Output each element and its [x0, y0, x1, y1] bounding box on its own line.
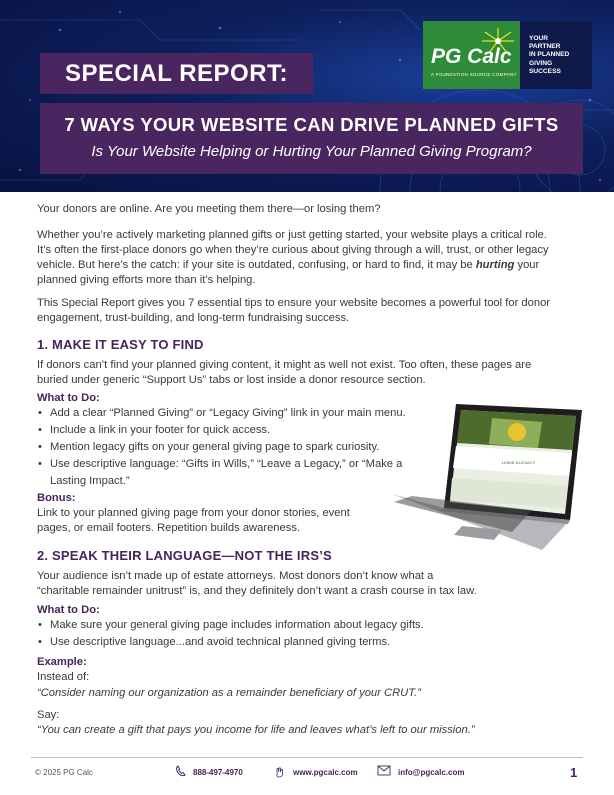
section-2-heading: 2. SPEAK THEIR LANGUAGE—NOT THE IRS’S — [37, 548, 332, 563]
tagline-line: GIVING — [529, 59, 553, 67]
section-1-bonus: Bonus: — [37, 492, 76, 504]
text-line: buried under generic “Support Us” tabs or lost inside a donor resource section. — [37, 374, 426, 386]
text-line: Link to your planned giving page from your donor stories, event — [37, 507, 350, 519]
quote-before: “Consider naming our organization as a remainder beneficiary of your CRUT.” — [37, 687, 421, 699]
laptop-illustration — [392, 398, 582, 558]
list-item: • Mention legacy gifts on your general giving page to spark curiosity. — [37, 439, 406, 456]
intro-paragraph-3 — [37, 296, 550, 326]
emphasis-hurting: hurting — [475, 259, 515, 271]
text-line: planned giving efforts more than it’s helping. — [37, 274, 256, 286]
text-line: It’s often the first-place donors go when they’re curious about giving through a will, trust, or other legacy — [37, 244, 549, 256]
tagline-line: SUCCESS — [529, 67, 561, 75]
section-2-bullets — [37, 617, 424, 651]
footer-email-link[interactable]: info@pgcalc.com — [398, 768, 465, 777]
list-item: • Add a clear “Planned Giving” or “Legacy Giving” link in your main menu. — [37, 405, 406, 422]
say-label: Say: — [37, 709, 60, 721]
section-1-bullets — [37, 405, 406, 490]
pgcalc-logo — [423, 21, 520, 89]
text-line: “charitable remainder unitrust” is, and they definitely don’t want a crash course in tax law. — [37, 585, 477, 597]
logo-subtext: A FOUNDATION SOURCE COMPANY — [431, 72, 517, 77]
page-number: 1 — [570, 765, 578, 780]
laptop-screen-text: LEAVE A LEGACY — [502, 460, 536, 465]
intro-paragraph-2 — [37, 228, 549, 288]
section-1-bonus-text — [37, 506, 350, 536]
hero-banner — [0, 0, 614, 192]
text-line: This Special Report gives you 7 essential tips to ensure your website becomes a powerful tool for donor — [37, 297, 551, 309]
section-2-example: Example: — [37, 656, 87, 668]
list-item: • Use descriptive language: “Gifts in Wills,” “Leave a Legacy,” or “Make a Lasting Impact.” — [37, 456, 406, 490]
text-line: vehicle. But here’s the catch: if your site is outdated, confusing, or hard to find, it may be hurting your — [37, 259, 540, 271]
footer-copyright: © 2025 PG Calc — [35, 768, 93, 777]
logo-text: PG Calc — [431, 45, 512, 68]
tagline-line: PARTNER — [529, 43, 561, 51]
logo-tagline — [520, 21, 592, 89]
text-line: Whether you’re actively marketing planned gifts or just getting started, your website plays a critical role. — [37, 229, 547, 241]
report-subtitle: Is Your Website Helping or Hurting Your Planned Giving Program? — [91, 143, 532, 160]
footer-phone[interactable]: 888-497-4970 — [193, 768, 243, 777]
text-line: If donors can’t find your planned giving content, it might as well not exist. Too often, these pages are — [37, 359, 532, 371]
instead-of-label: Instead of: — [37, 671, 90, 683]
section-1-heading: 1. MAKE IT EASY TO FIND — [37, 337, 204, 352]
text-line: Your audience isn’t made up of estate attorneys. Most donors don’t know what a — [37, 570, 434, 582]
section-1-body — [37, 358, 531, 388]
list-item: • Include a link in your footer for quick access. — [37, 422, 406, 439]
text-line: engagement, trust-building, and long-term fundraising success. — [37, 312, 350, 324]
pointer-hand-icon — [273, 765, 286, 778]
section-1-what-to-do: What to Do: — [37, 392, 100, 404]
tagline-line: IN PLANNED — [529, 51, 570, 59]
tagline-line: YOUR — [529, 35, 549, 42]
section-2-what-to-do: What to Do: — [37, 604, 100, 616]
section-2-body — [37, 569, 477, 599]
special-report-label: SPECIAL REPORT: — [40, 53, 313, 94]
intro-paragraph-1: Your donors are online. Are you meeting them there—or losing them? — [37, 203, 381, 215]
list-item: • Use descriptive language...and avoid technical planned giving terms. — [37, 634, 424, 651]
title-band — [40, 103, 583, 174]
text-line: pages, or email footers. Repetition builds awareness. — [37, 522, 301, 534]
phone-icon — [175, 765, 187, 777]
email-icon — [377, 765, 391, 776]
list-item: • Make sure your general giving page includes information about legacy gifts. — [37, 617, 424, 634]
quote-after: “You can create a gift that pays you income for life and leaves what’s left to our mission.” — [37, 724, 475, 736]
footer-website-link[interactable]: www.pgcalc.com — [293, 768, 358, 777]
footer-divider — [31, 757, 583, 758]
report-title: 7 WAYS YOUR WEBSITE CAN DRIVE PLANNED GIFTS — [64, 114, 559, 135]
